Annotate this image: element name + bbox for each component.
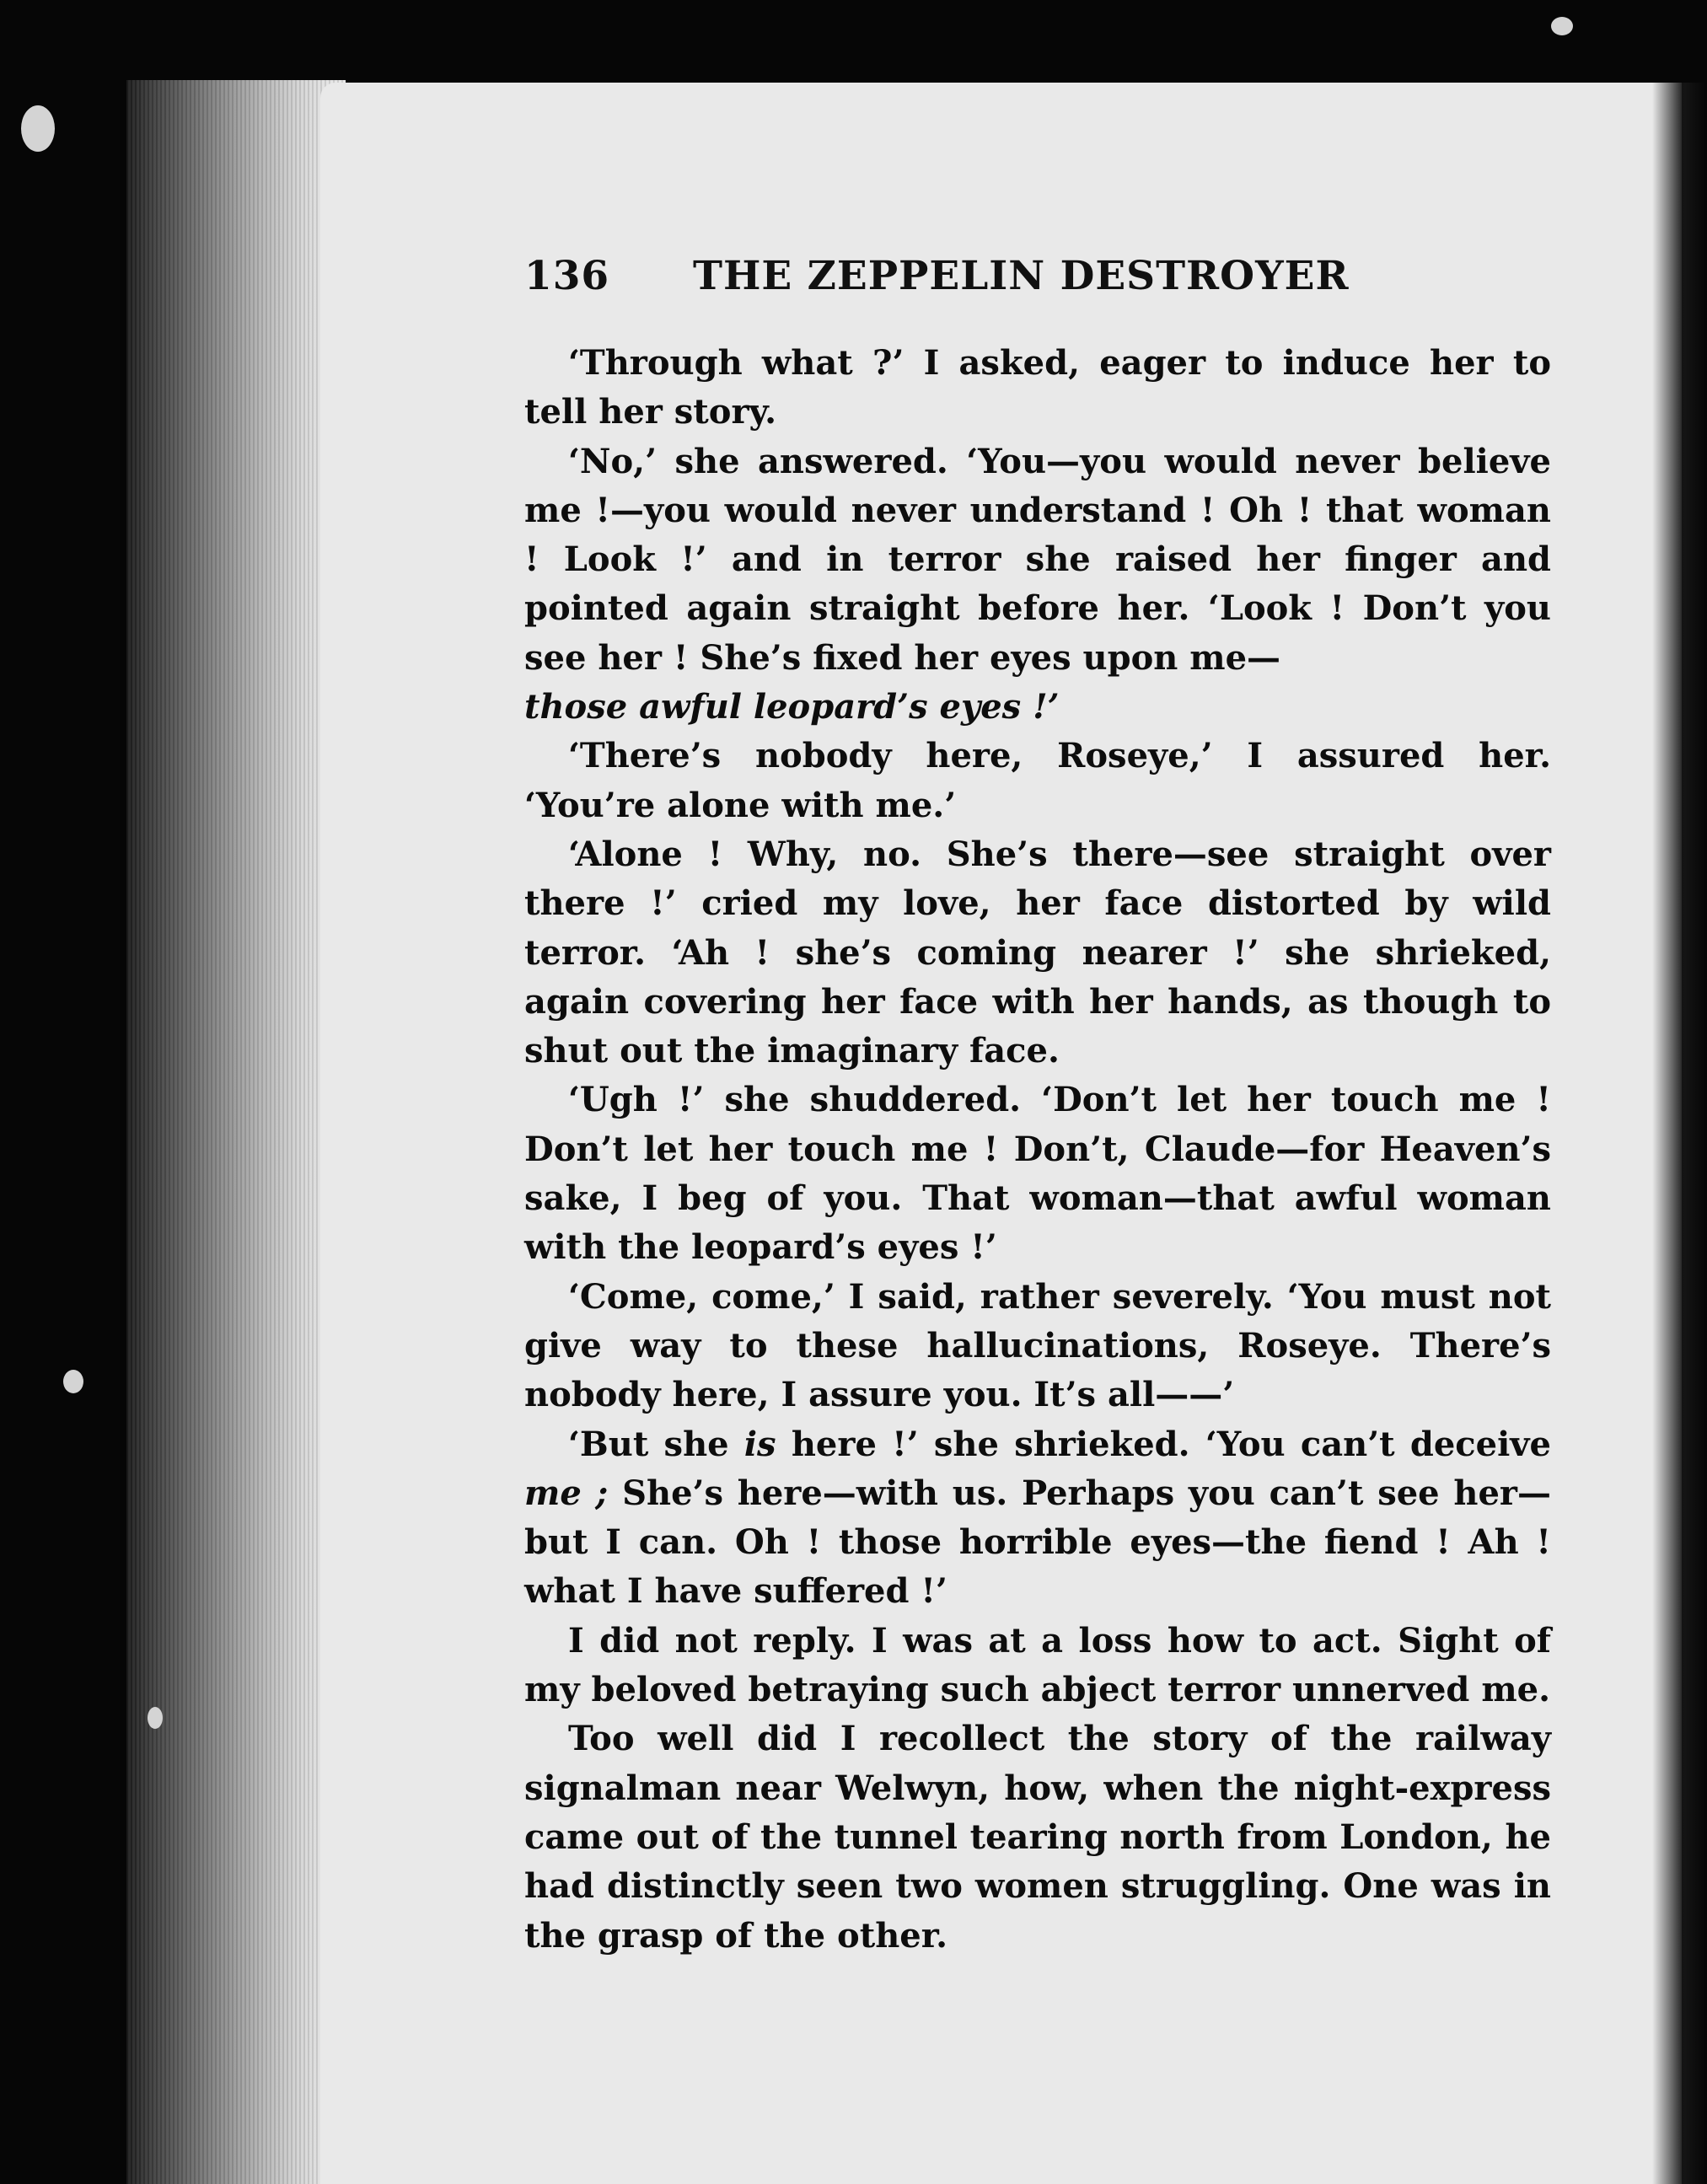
page-title: THE ZEPPELIN DESTROYER: [693, 253, 1350, 299]
paragraph-text: ‘But she: [568, 1424, 744, 1464]
page-number: 136: [524, 253, 610, 299]
right-shadow: [1652, 83, 1707, 2184]
paragraph: [524, 1617, 1551, 1715]
scan-speck: [63, 1370, 83, 1393]
paragraph-text: Too well did I recollect the story of the railway signalman near Welwyn, how, when the night-express came out of the tunnel tearing north from London, he had distinctly seen two women struggling. One was in the grasp of the other.: [524, 1719, 1551, 1956]
paragraph-text: I did not reply. I was at a loss how to act. Sight of my beloved betraying such abject terror unnerved me.: [524, 1620, 1551, 1710]
paragraph-text: ‘Ugh !’ she shuddered. ‘Don’t let her touch me ! Don’t let her touch me ! Don’t, Claude—for Heaven’s sake, I beg of you. That woman—that awful woman with the leopard’s eyes !’: [524, 1080, 1551, 1268]
paragraph-text: here !’ she shrieked. ‘You can’t deceive: [776, 1424, 1551, 1464]
paragraph-text: ‘No,’ she answered. ‘You—you would never believe me !—you would never understand ! Oh ! that woman ! Look !’ and in terror she raised her finger and pointed again straight before her. ‘Look ! Don’t you see her ! She’s fixed her eyes upon me—: [524, 441, 1551, 678]
paragraph: [524, 1273, 1551, 1420]
paragraph-italic-text: those awful leopard’s eyes !’: [524, 687, 1060, 727]
paragraph: [524, 732, 1551, 830]
paragraph: [524, 830, 1551, 1076]
scan-speck: [21, 105, 55, 152]
paragraph-text: She’s here—with us. Perhaps you can’t see her—but I can. Oh ! those horrible eyes—the fiend ! Ah ! what I have suffered !’: [524, 1473, 1552, 1612]
paragraph: [524, 339, 1551, 437]
body-text: [524, 339, 1551, 1961]
paragraph-italic-text: me ;: [524, 1473, 609, 1513]
scan-speck: [148, 1707, 163, 1729]
scan-speck: [1551, 17, 1573, 35]
paragraph: [524, 437, 1551, 732]
paragraph-text: ‘Alone ! Why, no. She’s there—see straight over there !’ cried my love, her face distorted by wild terror. ‘Ah ! she’s coming nearer !’ she shrieked, again covering her face with her hands, as though to shut out the imaginary face.: [524, 834, 1551, 1071]
paragraph-text: ‘There’s nobody here, Roseye,’ I assured her. ‘You’re alone with me.’: [524, 736, 1551, 825]
running-head: [524, 253, 1549, 312]
paragraph-text: ‘Through what ?’ I asked, eager to induce her to tell her story.: [524, 343, 1551, 432]
paragraph-text: ‘Come, come,’ I said, rather severely. ‘You must not give way to these hallucinations, Roseye. There’s nobody here, I assure you. It’s all——’: [524, 1276, 1551, 1415]
paragraph-italic-text: is: [743, 1424, 776, 1464]
paragraph: [524, 1714, 1551, 1960]
paragraph: [524, 1076, 1551, 1272]
page-edges: [126, 80, 346, 2184]
paragraph: [524, 1420, 1551, 1617]
